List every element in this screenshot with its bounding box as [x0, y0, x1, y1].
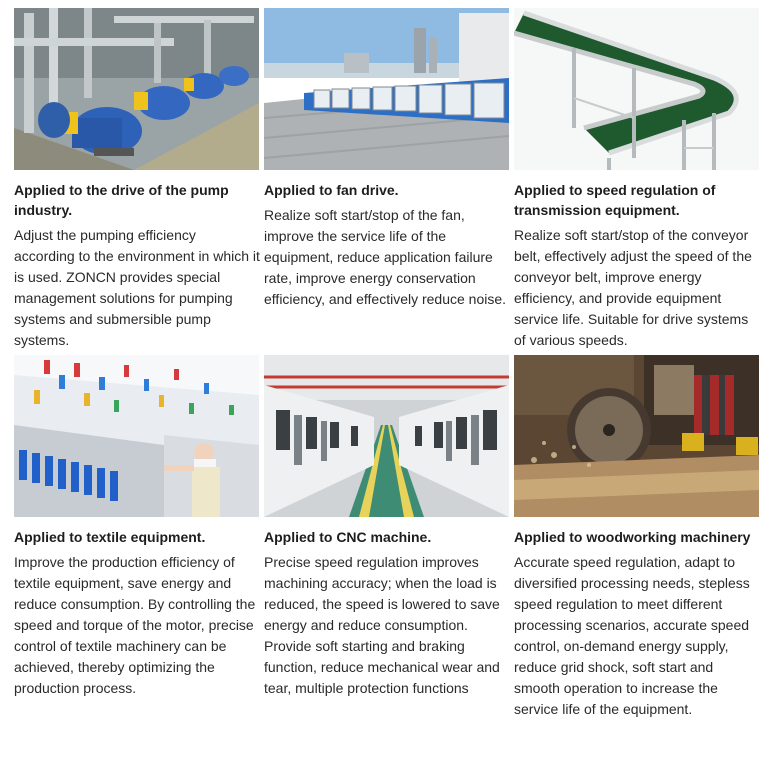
card-title: Applied to fan drive. [264, 182, 399, 198]
card-title: Applied to the drive of the pump industry. [14, 182, 229, 218]
card-title: Applied to woodworking machinery [514, 529, 751, 545]
card-description: Precise speed regulation improves machining accuracy; when the load is reduced, the speed is lowered to save energy and reduce consumption. Provide soft starting and braking function, reduce mechanical wear and tear, multiple protection functions [264, 554, 500, 696]
card-title: Applied to textile equipment. [14, 529, 206, 545]
card-description: Improve the production efficiency of textile equipment, save energy and reduce consumption. By controlling the speed and torque of the motor, precise control of textile machinery can be achieved, thereby optimizing the production process. [14, 554, 256, 696]
card-title: Applied to speed regulation of transmission equipment. [514, 182, 716, 218]
card-description: Realize soft start/stop of the conveyor belt, effectively adjust the speed of the conveyor belt, improve energy efficiency, and provide equipment service life. Suitable for drive systems of various speeds. [514, 227, 752, 348]
application-card-pump [14, 8, 260, 351]
card-description: Accurate speed regulation, adapt to diversified processing needs, stepless speed regulation to meet different processing scenarios, accurate speed control, on-demand energy supply, reduce grid shock, soft start and smooth operation to increase the service life of the equipment. [514, 554, 750, 717]
conveyor-belt-photo [514, 8, 759, 170]
woodworking-saw-photo [514, 355, 759, 517]
application-card-fan [264, 8, 510, 310]
textile-mill-photo [14, 355, 259, 517]
card-title: Applied to CNC machine. [264, 529, 432, 545]
rooftop-fans-photo [264, 8, 509, 170]
cnc-workshop-photo [264, 355, 509, 517]
card-description: Realize soft start/stop of the fan, improve the service life of the equipment, reduce application failure rate, improve energy conservation efficiency, and effectively reduce noise. [264, 207, 507, 307]
application-card-conveyor [514, 8, 760, 351]
application-card-woodworking [514, 355, 760, 720]
pump-room-photo [14, 8, 259, 170]
application-card-cnc [264, 355, 510, 699]
card-description: Adjust the pumping efficiency according to the environment in which it is used. ZONCN provides special management solutions for pumping systems and submersible pump systems. [14, 227, 260, 348]
application-card-textile [14, 355, 260, 699]
